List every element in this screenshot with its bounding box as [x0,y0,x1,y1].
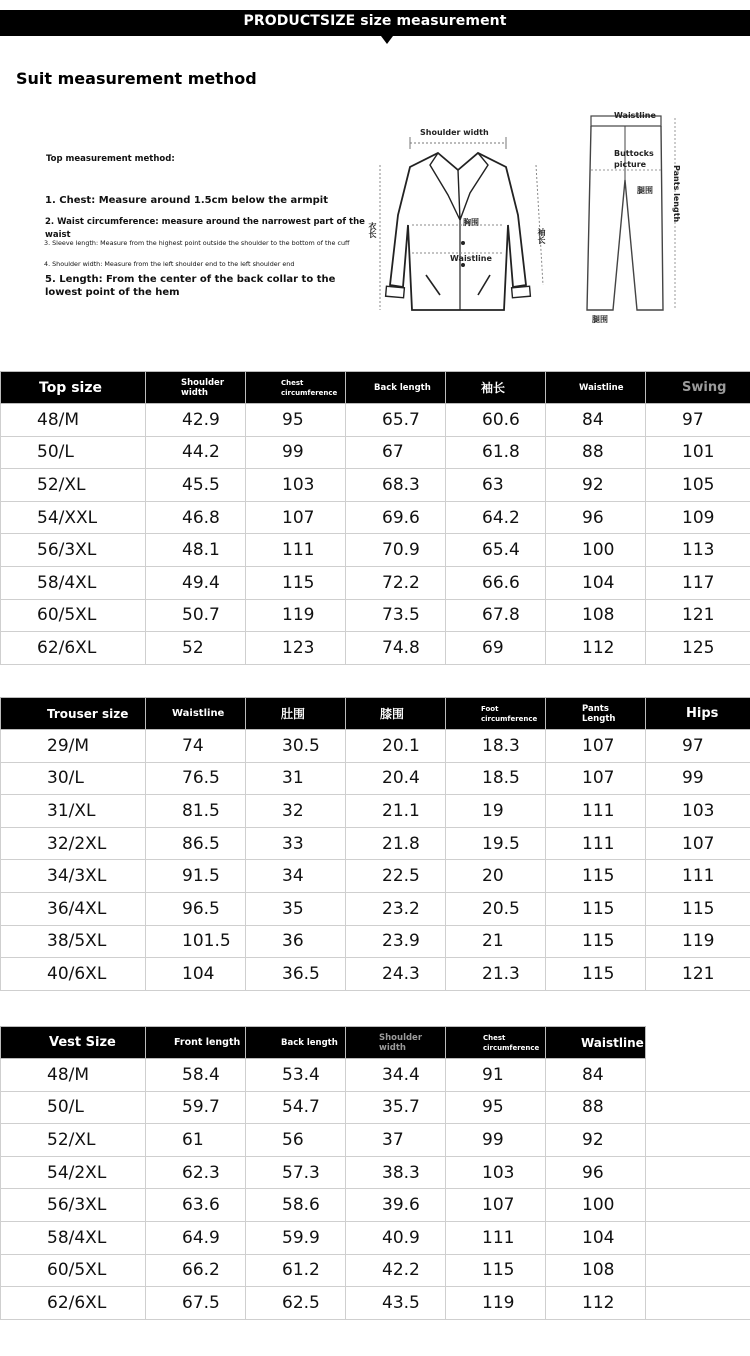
header-front-length: Front length [146,1027,246,1059]
table-cell: 56 [246,1124,346,1157]
header-waistline: Waistline [146,698,246,730]
header-waistline: Waistline [546,1027,646,1059]
table-cell: 21.1 [346,795,446,828]
jacket-sleeve-label: 袖长 [537,228,546,244]
table-header-row [1,372,750,404]
header-top-size: Top size [1,372,146,404]
pants-picture-label: picture [614,160,647,169]
table-header-row [1,698,750,730]
table-cell: 32 [246,795,346,828]
table-cell: 74.8 [346,632,446,665]
table-cell: 103 [646,795,750,828]
table-row [1,892,750,925]
table-row [1,632,750,665]
size-cell: 54/XXL [1,501,146,534]
table-cell: 84 [546,1059,646,1092]
table-cell: 107 [646,827,750,860]
table-cell: 113 [646,534,750,567]
table-row [1,1189,750,1222]
header-trouser-size: Trouser size [1,698,146,730]
pants-buttocks-label: Buttocks [614,149,654,158]
table-cell: 92 [546,469,646,502]
table-cell: 65.7 [346,404,446,437]
table-cell: 42.9 [146,404,246,437]
table-cell: 108 [546,1254,646,1287]
table-cell: 44.2 [146,436,246,469]
size-cell: 60/5XL [1,1254,146,1287]
size-cell: 62/6XL [1,632,146,665]
table-cell: 112 [546,1287,646,1320]
table-cell: 91.5 [146,860,246,893]
header-belly: 肚围 [246,698,346,730]
table-cell: 21.8 [346,827,446,860]
header-pants-length: Pants Length [546,698,646,730]
size-cell: 38/5XL [1,925,146,958]
trouser-size-table [0,697,750,991]
size-cell: 62/6XL [1,1287,146,1320]
table-cell: 49.4 [146,566,246,599]
method-item-shoulder: 4. Shoulder width: Measure from the left shoulder end to the left shoulder end [44,260,295,268]
table-cell: 66.6 [446,566,546,599]
table-cell [646,1124,750,1157]
table-cell: 96 [546,1156,646,1189]
size-cell: 40/6XL [1,958,146,991]
table-cell: 97 [646,730,750,763]
table-cell: 31 [246,762,346,795]
size-cell: 58/4XL [1,1221,146,1254]
header-vest-size: Vest Size [1,1027,146,1059]
header-chest: Chest circumference [246,372,346,404]
table-cell: 58.4 [146,1059,246,1092]
table-cell: 121 [646,958,750,991]
table-cell: 96.5 [146,892,246,925]
method-item-waist: 2. Waist circumference: measure around the narrowest part of the waist [45,217,365,240]
table-cell: 20.1 [346,730,446,763]
table-cell: 19 [446,795,546,828]
jacket-chest-label: 胸围 [463,218,479,227]
table-row [1,1221,750,1254]
table-cell: 34.4 [346,1059,446,1092]
header-hips: Hips [646,698,750,730]
header-back-length: Back length [346,372,446,404]
table-cell: 123 [246,632,346,665]
size-cell: 50/L [1,1091,146,1124]
table-cell: 103 [246,469,346,502]
size-cell: 31/XL [1,795,146,828]
table-cell: 63.6 [146,1189,246,1222]
table-cell: 63 [446,469,546,502]
table-row [1,958,750,991]
table-cell: 62.3 [146,1156,246,1189]
table-cell: 54.7 [246,1091,346,1124]
table-cell: 50.7 [146,599,246,632]
table-cell: 111 [546,827,646,860]
table-row [1,1156,750,1189]
table-cell: 33 [246,827,346,860]
jacket-length-label: 衣长 [368,222,377,238]
table-cell: 100 [546,534,646,567]
table-cell [646,1254,750,1287]
table-cell: 64.9 [146,1221,246,1254]
table-row [1,404,750,437]
table-row [1,795,750,828]
size-cell: 30/L [1,762,146,795]
table-cell: 81.5 [146,795,246,828]
pants-waistline-label: Waistline [614,111,656,120]
table-cell: 62.5 [246,1287,346,1320]
table-cell: 84 [546,404,646,437]
table-cell: 36.5 [246,958,346,991]
table-cell: 61.8 [446,436,546,469]
header-knee: 膝围 [346,698,446,730]
header-chest: Chest circumference [446,1027,546,1059]
table-cell: 74 [146,730,246,763]
table-cell: 42.2 [346,1254,446,1287]
table-cell: 115 [546,860,646,893]
pants-thigh-label: 腿围 [637,186,653,195]
jacket-waistline-label: Waistline [450,254,492,263]
table-cell: 72.2 [346,566,446,599]
table-cell: 111 [446,1221,546,1254]
table-cell: 48.1 [146,534,246,567]
table-cell: 67 [346,436,446,469]
table-cell: 21 [446,925,546,958]
table-cell: 67.5 [146,1287,246,1320]
table-row [1,534,750,567]
table-cell: 52 [146,632,246,665]
table-cell: 121 [646,599,750,632]
size-cell: 56/3XL [1,534,146,567]
table-cell: 18.5 [446,762,546,795]
pants-diagram [585,110,685,330]
table-cell [646,1287,750,1320]
table-cell: 19.5 [446,827,546,860]
table-cell: 108 [546,599,646,632]
table-row [1,1124,750,1157]
table-cell: 69.6 [346,501,446,534]
table-cell: 119 [646,925,750,958]
table-cell: 76.5 [146,762,246,795]
size-cell: 52/XL [1,469,146,502]
table-cell: 37 [346,1124,446,1157]
size-cell: 29/M [1,730,146,763]
table-cell: 35.7 [346,1091,446,1124]
table-cell [646,1156,750,1189]
table-cell: 59.7 [146,1091,246,1124]
table-cell: 115 [546,958,646,991]
table-cell [646,1189,750,1222]
table-cell: 39.6 [346,1189,446,1222]
table-cell [646,1059,750,1092]
table-cell: 53.4 [246,1059,346,1092]
jacket-shoulder-width-label: Shoulder width [420,128,489,137]
table-cell: 117 [646,566,750,599]
table-cell: 30.5 [246,730,346,763]
banner-title: PRODUCTSIZE size measurement [243,13,507,29]
header-banner [0,10,750,36]
table-cell: 20.5 [446,892,546,925]
table-cell: 67.8 [446,599,546,632]
table-cell: 115 [446,1254,546,1287]
pants-foot-label: 腿围 [592,315,608,324]
table-row [1,599,750,632]
table-cell: 125 [646,632,750,665]
table-cell: 73.5 [346,599,446,632]
table-row [1,860,750,893]
size-cell: 54/2XL [1,1156,146,1189]
top-size-table [0,371,750,665]
table-cell: 58.6 [246,1189,346,1222]
table-cell: 107 [446,1189,546,1222]
vest-size-table [0,1026,750,1320]
table-cell: 115 [546,925,646,958]
header-swing: Swing [646,372,750,404]
table-row [1,1091,750,1124]
table-row [1,1287,750,1320]
method-item-length: 5. Length: From the center of the back collar to the lowest point of the hem [45,274,336,298]
header-shoulder-width: Shoulder width [146,372,246,404]
table-cell: 107 [546,730,646,763]
table-cell: 45.5 [146,469,246,502]
table-row [1,566,750,599]
header-empty [646,1027,750,1059]
header-foot: Foot circumference [446,698,546,730]
table-cell: 65.4 [446,534,546,567]
table-cell: 20 [446,860,546,893]
table-cell: 61 [146,1124,246,1157]
size-cell: 58/4XL [1,566,146,599]
table-cell: 46.8 [146,501,246,534]
table-cell: 103 [446,1156,546,1189]
table-cell: 64.2 [446,501,546,534]
table-cell: 97 [646,404,750,437]
method-heading: Top measurement method: [46,154,175,164]
table-cell: 61.2 [246,1254,346,1287]
table-cell: 115 [246,566,346,599]
size-cell: 32/2XL [1,827,146,860]
table-cell: 38.3 [346,1156,446,1189]
table-cell: 101 [646,436,750,469]
table-cell: 95 [446,1091,546,1124]
size-cell: 56/3XL [1,1189,146,1222]
table-cell: 111 [246,534,346,567]
table-cell: 100 [546,1189,646,1222]
size-cell: 48/M [1,404,146,437]
banner-pointer-icon [381,36,393,44]
table-cell: 68.3 [346,469,446,502]
table-cell: 18.3 [446,730,546,763]
table-cell: 119 [246,599,346,632]
table-cell: 66.2 [146,1254,246,1287]
table-cell: 119 [446,1287,546,1320]
table-cell: 34 [246,860,346,893]
table-cell: 107 [546,762,646,795]
table-cell: 111 [546,795,646,828]
table-cell: 43.5 [346,1287,446,1320]
table-cell: 92 [546,1124,646,1157]
header-shoulder-width: Shoulder width [346,1027,446,1059]
table-cell [646,1221,750,1254]
table-row [1,827,750,860]
table-cell: 35 [246,892,346,925]
table-cell: 59.9 [246,1221,346,1254]
table-cell: 22.5 [346,860,446,893]
table-row [1,730,750,763]
table-cell: 104 [546,1221,646,1254]
header-back-length: Back length [246,1027,346,1059]
table-cell: 115 [546,892,646,925]
method-item-chest: 1. Chest: Measure around 1.5cm below the armpit [45,195,328,206]
table-cell: 99 [646,762,750,795]
table-cell: 40.9 [346,1221,446,1254]
table-row [1,501,750,534]
table-cell: 57.3 [246,1156,346,1189]
table-row [1,1254,750,1287]
table-cell: 24.3 [346,958,446,991]
table-cell: 96 [546,501,646,534]
table-cell: 23.2 [346,892,446,925]
table-cell: 109 [646,501,750,534]
table-cell: 111 [646,860,750,893]
table-cell: 23.9 [346,925,446,958]
table-cell: 112 [546,632,646,665]
table-cell: 99 [446,1124,546,1157]
table-cell: 107 [246,501,346,534]
table-cell: 36 [246,925,346,958]
table-row [1,436,750,469]
table-cell [646,1091,750,1124]
header-waistline: Waistline [546,372,646,404]
size-cell: 60/5XL [1,599,146,632]
table-header-row [1,1027,750,1059]
header-sleeve: 袖长 [446,372,546,404]
table-row [1,925,750,958]
table-cell: 20.4 [346,762,446,795]
table-cell: 70.9 [346,534,446,567]
table-cell: 95 [246,404,346,437]
method-item-sleeve: 3. Sleeve length: Measure from the highest point outside the shoulder to the bottom of the cuff [44,239,350,247]
table-cell: 86.5 [146,827,246,860]
size-cell: 36/4XL [1,892,146,925]
size-cell: 50/L [1,436,146,469]
table-cell: 101.5 [146,925,246,958]
table-cell: 21.3 [446,958,546,991]
size-cell: 34/3XL [1,860,146,893]
table-cell: 88 [546,436,646,469]
table-cell: 69 [446,632,546,665]
table-cell: 105 [646,469,750,502]
size-cell: 48/M [1,1059,146,1092]
table-row [1,1059,750,1092]
table-cell: 88 [546,1091,646,1124]
size-cell: 52/XL [1,1124,146,1157]
table-cell: 104 [546,566,646,599]
section-title: Suit measurement method [16,69,257,88]
pants-length-label: Pants length [672,165,681,223]
table-row [1,762,750,795]
table-row [1,469,750,502]
table-cell: 91 [446,1059,546,1092]
table-cell: 115 [646,892,750,925]
table-cell: 60.6 [446,404,546,437]
table-cell: 99 [246,436,346,469]
table-cell: 104 [146,958,246,991]
